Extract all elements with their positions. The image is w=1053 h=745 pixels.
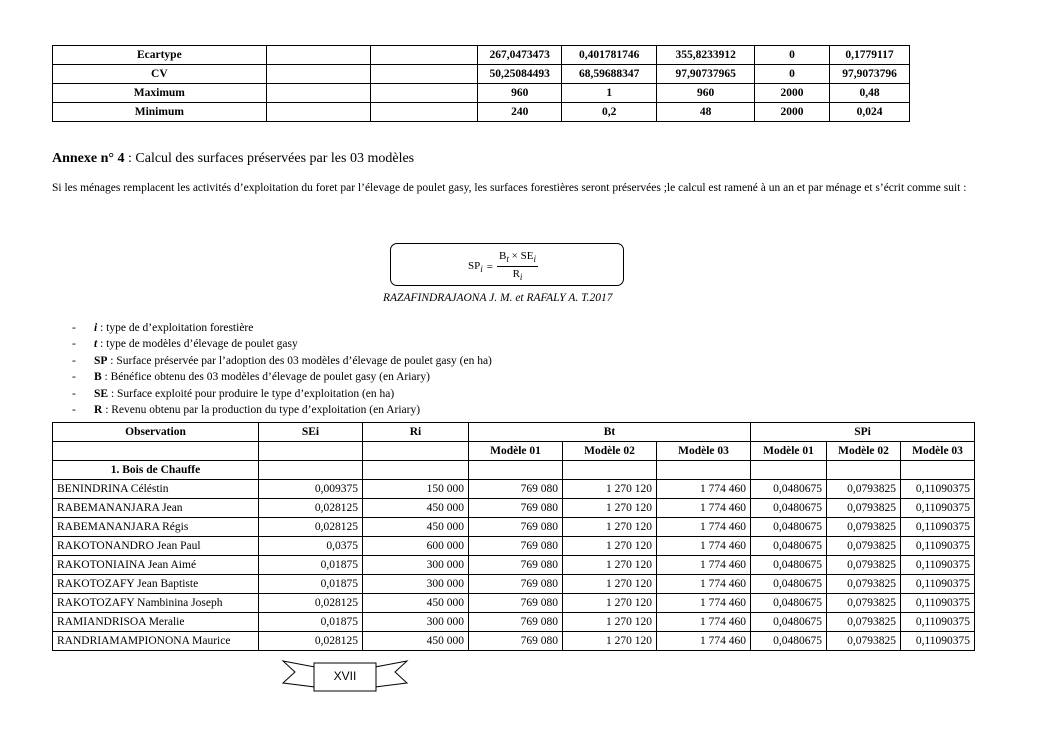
table-row <box>53 556 975 575</box>
empty-cell <box>469 461 563 480</box>
page-number: XVII <box>333 669 357 683</box>
header-observation: Observation <box>53 423 259 442</box>
definition-text: : Surface préservée par l’adoption des 03 modèles d’élevage de poulet gasy (en ha) <box>107 354 492 367</box>
annex-title-text: : Calcul des surfaces préservées par les 03 modèles <box>124 151 415 166</box>
spi-model-02-value: 0,0793825 <box>827 518 901 537</box>
header-row-2 <box>53 442 975 461</box>
stats-value: 48 <box>657 103 755 122</box>
annex-number: Annexe n° 4 <box>52 151 125 166</box>
sei-value: 0,028125 <box>259 594 363 613</box>
observation-name: RANDRIAMAMPIONONA Maurice <box>53 632 259 651</box>
stats-value: 0 <box>755 46 830 65</box>
spi-model-02-value: 0,0793825 <box>827 499 901 518</box>
definition-body <box>94 402 420 418</box>
bt-model-01-value: 769 080 <box>469 632 563 651</box>
formula-source: RAZAFINDRAJAONA J. M. et RAFALY A. T.2017 <box>383 292 613 304</box>
spi-model-01-value: 0,0480675 <box>751 594 827 613</box>
bt-model-02-value: 1 270 120 <box>563 613 657 632</box>
observation-name: BENINDRINA Céléstin <box>53 480 259 499</box>
definition-body <box>94 353 492 369</box>
header-empty <box>259 442 363 461</box>
spi-model-01-value: 0,0480675 <box>751 575 827 594</box>
spi-model-03-value: 0,11090375 <box>901 480 975 499</box>
list-dash: - <box>72 371 76 384</box>
list-dash: - <box>72 403 76 416</box>
bt-model-02-value: 1 270 120 <box>563 480 657 499</box>
spi-model-01-value: 0,0480675 <box>751 480 827 499</box>
observation-name: RAMIANDRISOA Meralie <box>53 613 259 632</box>
definition-body <box>94 369 430 385</box>
observation-name: RABEMANANJARA Jean <box>53 499 259 518</box>
spi-model-03-value: 0,11090375 <box>901 575 975 594</box>
annex-title <box>52 151 414 167</box>
ri-value: 300 000 <box>363 613 469 632</box>
spi-model-01-value: 0,0480675 <box>751 632 827 651</box>
bt-model-02-value: 1 270 120 <box>563 594 657 613</box>
empty-cell <box>563 461 657 480</box>
ri-value: 450 000 <box>363 632 469 651</box>
stats-value: 267,0473473 <box>478 46 562 65</box>
stats-value <box>371 65 478 84</box>
definition-body <box>94 386 394 402</box>
table-row <box>53 613 975 632</box>
header-spi-model-03: Modèle 03 <box>901 442 975 461</box>
stats-value <box>266 46 371 65</box>
bt-model-03-value: 1 774 460 <box>657 537 751 556</box>
stats-value <box>266 65 371 84</box>
formula-lhs: $SP_i$ <box>468 259 483 274</box>
header-row-1 <box>53 423 975 442</box>
bt-model-01-value: 769 080 <box>469 613 563 632</box>
observation-name: RABEMANANJARA Régis <box>53 518 259 537</box>
bt-model-03-value: 1 774 460 <box>657 613 751 632</box>
spi-model-03-value: 0,11090375 <box>901 613 975 632</box>
definition-term: R <box>94 403 103 416</box>
bt-model-01-value: 769 080 <box>469 499 563 518</box>
header-sei: SEi <box>259 423 363 442</box>
table-row <box>53 518 975 537</box>
spi-model-02-value: 0,0793825 <box>827 594 901 613</box>
spi-model-02-value: 0,0793825 <box>827 575 901 594</box>
bt-model-03-value: 1 774 460 <box>657 518 751 537</box>
empty-cell <box>751 461 827 480</box>
stats-value: 97,90737965 <box>657 65 755 84</box>
stats-row <box>53 46 910 65</box>
bt-model-03-value: 1 774 460 <box>657 594 751 613</box>
definition-item <box>72 402 492 418</box>
header-bt-model-01: Modèle 01 <box>469 442 563 461</box>
list-dash: - <box>72 387 76 400</box>
stats-value: 1 <box>562 84 657 103</box>
header-bt-model-02: Modèle 02 <box>563 442 657 461</box>
bt-model-01-value: 769 080 <box>469 556 563 575</box>
list-dash: - <box>72 354 76 367</box>
definition-term: B <box>94 371 102 384</box>
stats-value: 68,59688347 <box>562 65 657 84</box>
stats-value: 240 <box>478 103 562 122</box>
header-bt: Bt <box>469 423 751 442</box>
definition-item <box>72 336 492 352</box>
empty-cell <box>657 461 751 480</box>
intro-paragraph: Si les ménages remplacent les activités d’exploitation du foret par l’élevage de poulet gasy, les surfaces forestières seront préservées ;le calcul est ramené à un an et par ménage et s’écrit comme suit : <box>52 182 967 194</box>
stats-label: Minimum <box>53 103 267 122</box>
stats-value: 2000 <box>755 84 830 103</box>
bt-model-02-value: 1 270 120 <box>563 518 657 537</box>
stats-value <box>371 103 478 122</box>
bt-model-02-value: 1 270 120 <box>563 537 657 556</box>
spi-model-01-value: 0,0480675 <box>751 613 827 632</box>
definition-term: SP <box>94 354 108 367</box>
bt-model-03-value: 1 774 460 <box>657 480 751 499</box>
stats-value <box>266 84 371 103</box>
stats-value: 97,9073796 <box>830 65 910 84</box>
spi-model-03-value: 0,11090375 <box>901 537 975 556</box>
sei-value: 0,028125 <box>259 632 363 651</box>
formula <box>468 249 538 284</box>
stats-row <box>53 84 910 103</box>
ri-value: 450 000 <box>363 499 469 518</box>
sei-value: 0,009375 <box>259 480 363 499</box>
sei-value: 0,028125 <box>259 518 363 537</box>
list-dash: - <box>72 338 76 351</box>
definition-term: SE <box>94 387 109 400</box>
bt-model-03-value: 1 774 460 <box>657 632 751 651</box>
formula-equals: = <box>486 260 494 273</box>
bt-model-01-value: 769 080 <box>469 594 563 613</box>
stats-value: 0,2 <box>562 103 657 122</box>
stats-value: 0,1779117 <box>830 46 910 65</box>
spi-model-02-value: 0,0793825 <box>827 556 901 575</box>
header-spi-model-02: Modèle 02 <box>827 442 901 461</box>
formula-numerator: $B_t \times SE_i$ <box>497 249 538 267</box>
sei-value: 0,028125 <box>259 499 363 518</box>
stats-value: 0,024 <box>830 103 910 122</box>
definition-term: i <box>94 322 98 334</box>
spi-model-02-value: 0,0793825 <box>827 480 901 499</box>
sei-value: 0,01875 <box>259 575 363 594</box>
spi-model-03-value: 0,11090375 <box>901 499 975 518</box>
bt-model-02-value: 1 270 120 <box>563 556 657 575</box>
observation-name: RAKOTONIAINA Jean Aimé <box>53 556 259 575</box>
definition-item <box>72 386 492 402</box>
table-row <box>53 632 975 651</box>
spi-model-01-value: 0,0480675 <box>751 556 827 575</box>
empty-cell <box>827 461 901 480</box>
stats-label: Ecartype <box>53 46 267 65</box>
sei-value: 0,01875 <box>259 613 363 632</box>
section-row <box>53 461 975 480</box>
ri-value: 450 000 <box>363 518 469 537</box>
sei-value: 0,01875 <box>259 556 363 575</box>
bt-model-02-value: 1 270 120 <box>563 632 657 651</box>
bt-model-01-value: 769 080 <box>469 575 563 594</box>
stats-label: CV <box>53 65 267 84</box>
spi-model-01-value: 0,0480675 <box>751 537 827 556</box>
ri-value: 300 000 <box>363 575 469 594</box>
stats-value <box>266 103 371 122</box>
spi-model-03-value: 0,11090375 <box>901 632 975 651</box>
stats-value: 0,401781746 <box>562 46 657 65</box>
stats-value: 0 <box>755 65 830 84</box>
spi-model-02-value: 0,0793825 <box>827 613 901 632</box>
spi-model-03-value: 0,11090375 <box>901 556 975 575</box>
stats-row <box>53 65 910 84</box>
header-bt-model-03: Modèle 03 <box>657 442 751 461</box>
table-row <box>53 499 975 518</box>
stats-value: 960 <box>657 84 755 103</box>
stats-value <box>371 46 478 65</box>
bt-model-02-value: 1 270 120 <box>563 575 657 594</box>
stats-value: 355,8233912 <box>657 46 755 65</box>
ri-value: 600 000 <box>363 537 469 556</box>
preserved-surfaces-table <box>52 422 975 651</box>
definition-text: : Surface exploité pour produire le type d’exploitation (en ha) <box>108 387 395 400</box>
bt-model-01-value: 769 080 <box>469 537 563 556</box>
bt-model-03-value: 1 774 460 <box>657 575 751 594</box>
header-spi: SPi <box>751 423 975 442</box>
ri-value: 300 000 <box>363 556 469 575</box>
header-ri: Ri <box>363 423 469 442</box>
stats-label: Maximum <box>53 84 267 103</box>
bt-model-03-value: 1 774 460 <box>657 556 751 575</box>
empty-cell <box>363 461 469 480</box>
bt-model-02-value: 1 270 120 <box>563 499 657 518</box>
stats-value: 2000 <box>755 103 830 122</box>
formula-denominator: $R_i$ <box>512 268 523 283</box>
table-row <box>53 480 975 499</box>
sei-value: 0,0375 <box>259 537 363 556</box>
definition-body <box>94 320 253 336</box>
empty-cell <box>901 461 975 480</box>
definitions-list <box>72 320 492 418</box>
definition-text: : type de modèles d’élevage de poulet gasy <box>97 338 298 351</box>
stats-row <box>53 103 910 122</box>
table-row <box>53 537 975 556</box>
definition-text: : type de d’exploitation forestière <box>97 322 254 334</box>
observation-name: RAKOTOZAFY Nambinina Joseph <box>53 594 259 613</box>
empty-cell <box>259 461 363 480</box>
definition-term: t <box>94 338 98 351</box>
section-label: 1. Bois de Chauffe <box>53 461 259 480</box>
spi-model-02-value: 0,0793825 <box>827 537 901 556</box>
ri-value: 150 000 <box>363 480 469 499</box>
stats-value: 0,48 <box>830 84 910 103</box>
spi-model-03-value: 0,11090375 <box>901 594 975 613</box>
header-empty <box>53 442 259 461</box>
definition-item <box>72 369 492 385</box>
definition-item <box>72 353 492 369</box>
spi-model-01-value: 0,0480675 <box>751 518 827 537</box>
bt-model-01-value: 769 080 <box>469 480 563 499</box>
definition-text: : Revenu obtenu par la production du type d’exploitation (en Ariary) <box>102 403 421 416</box>
header-empty <box>363 442 469 461</box>
list-dash: - <box>72 322 76 334</box>
table-row <box>53 594 975 613</box>
definition-item <box>72 320 492 336</box>
formula-fraction <box>497 249 538 284</box>
definition-body <box>94 336 298 352</box>
header-spi-model-01: Modèle 01 <box>751 442 827 461</box>
stats-value: 960 <box>478 84 562 103</box>
ri-value: 450 000 <box>363 594 469 613</box>
observation-name: RAKOTOZAFY Jean Baptiste <box>53 575 259 594</box>
table-row <box>53 575 975 594</box>
observation-name: RAKOTONANDRO Jean Paul <box>53 537 259 556</box>
spi-model-03-value: 0,11090375 <box>901 518 975 537</box>
definition-text: : Bénéfice obtenu des 03 modèles d’élevage de poulet gasy (en Ariary) <box>101 371 430 384</box>
spi-model-02-value: 0,0793825 <box>827 632 901 651</box>
spi-model-01-value: 0,0480675 <box>751 499 827 518</box>
bt-model-01-value: 769 080 <box>469 518 563 537</box>
bt-model-03-value: 1 774 460 <box>657 499 751 518</box>
stats-value <box>371 84 478 103</box>
stats-table <box>52 45 910 122</box>
stats-value: 50,25084493 <box>478 65 562 84</box>
